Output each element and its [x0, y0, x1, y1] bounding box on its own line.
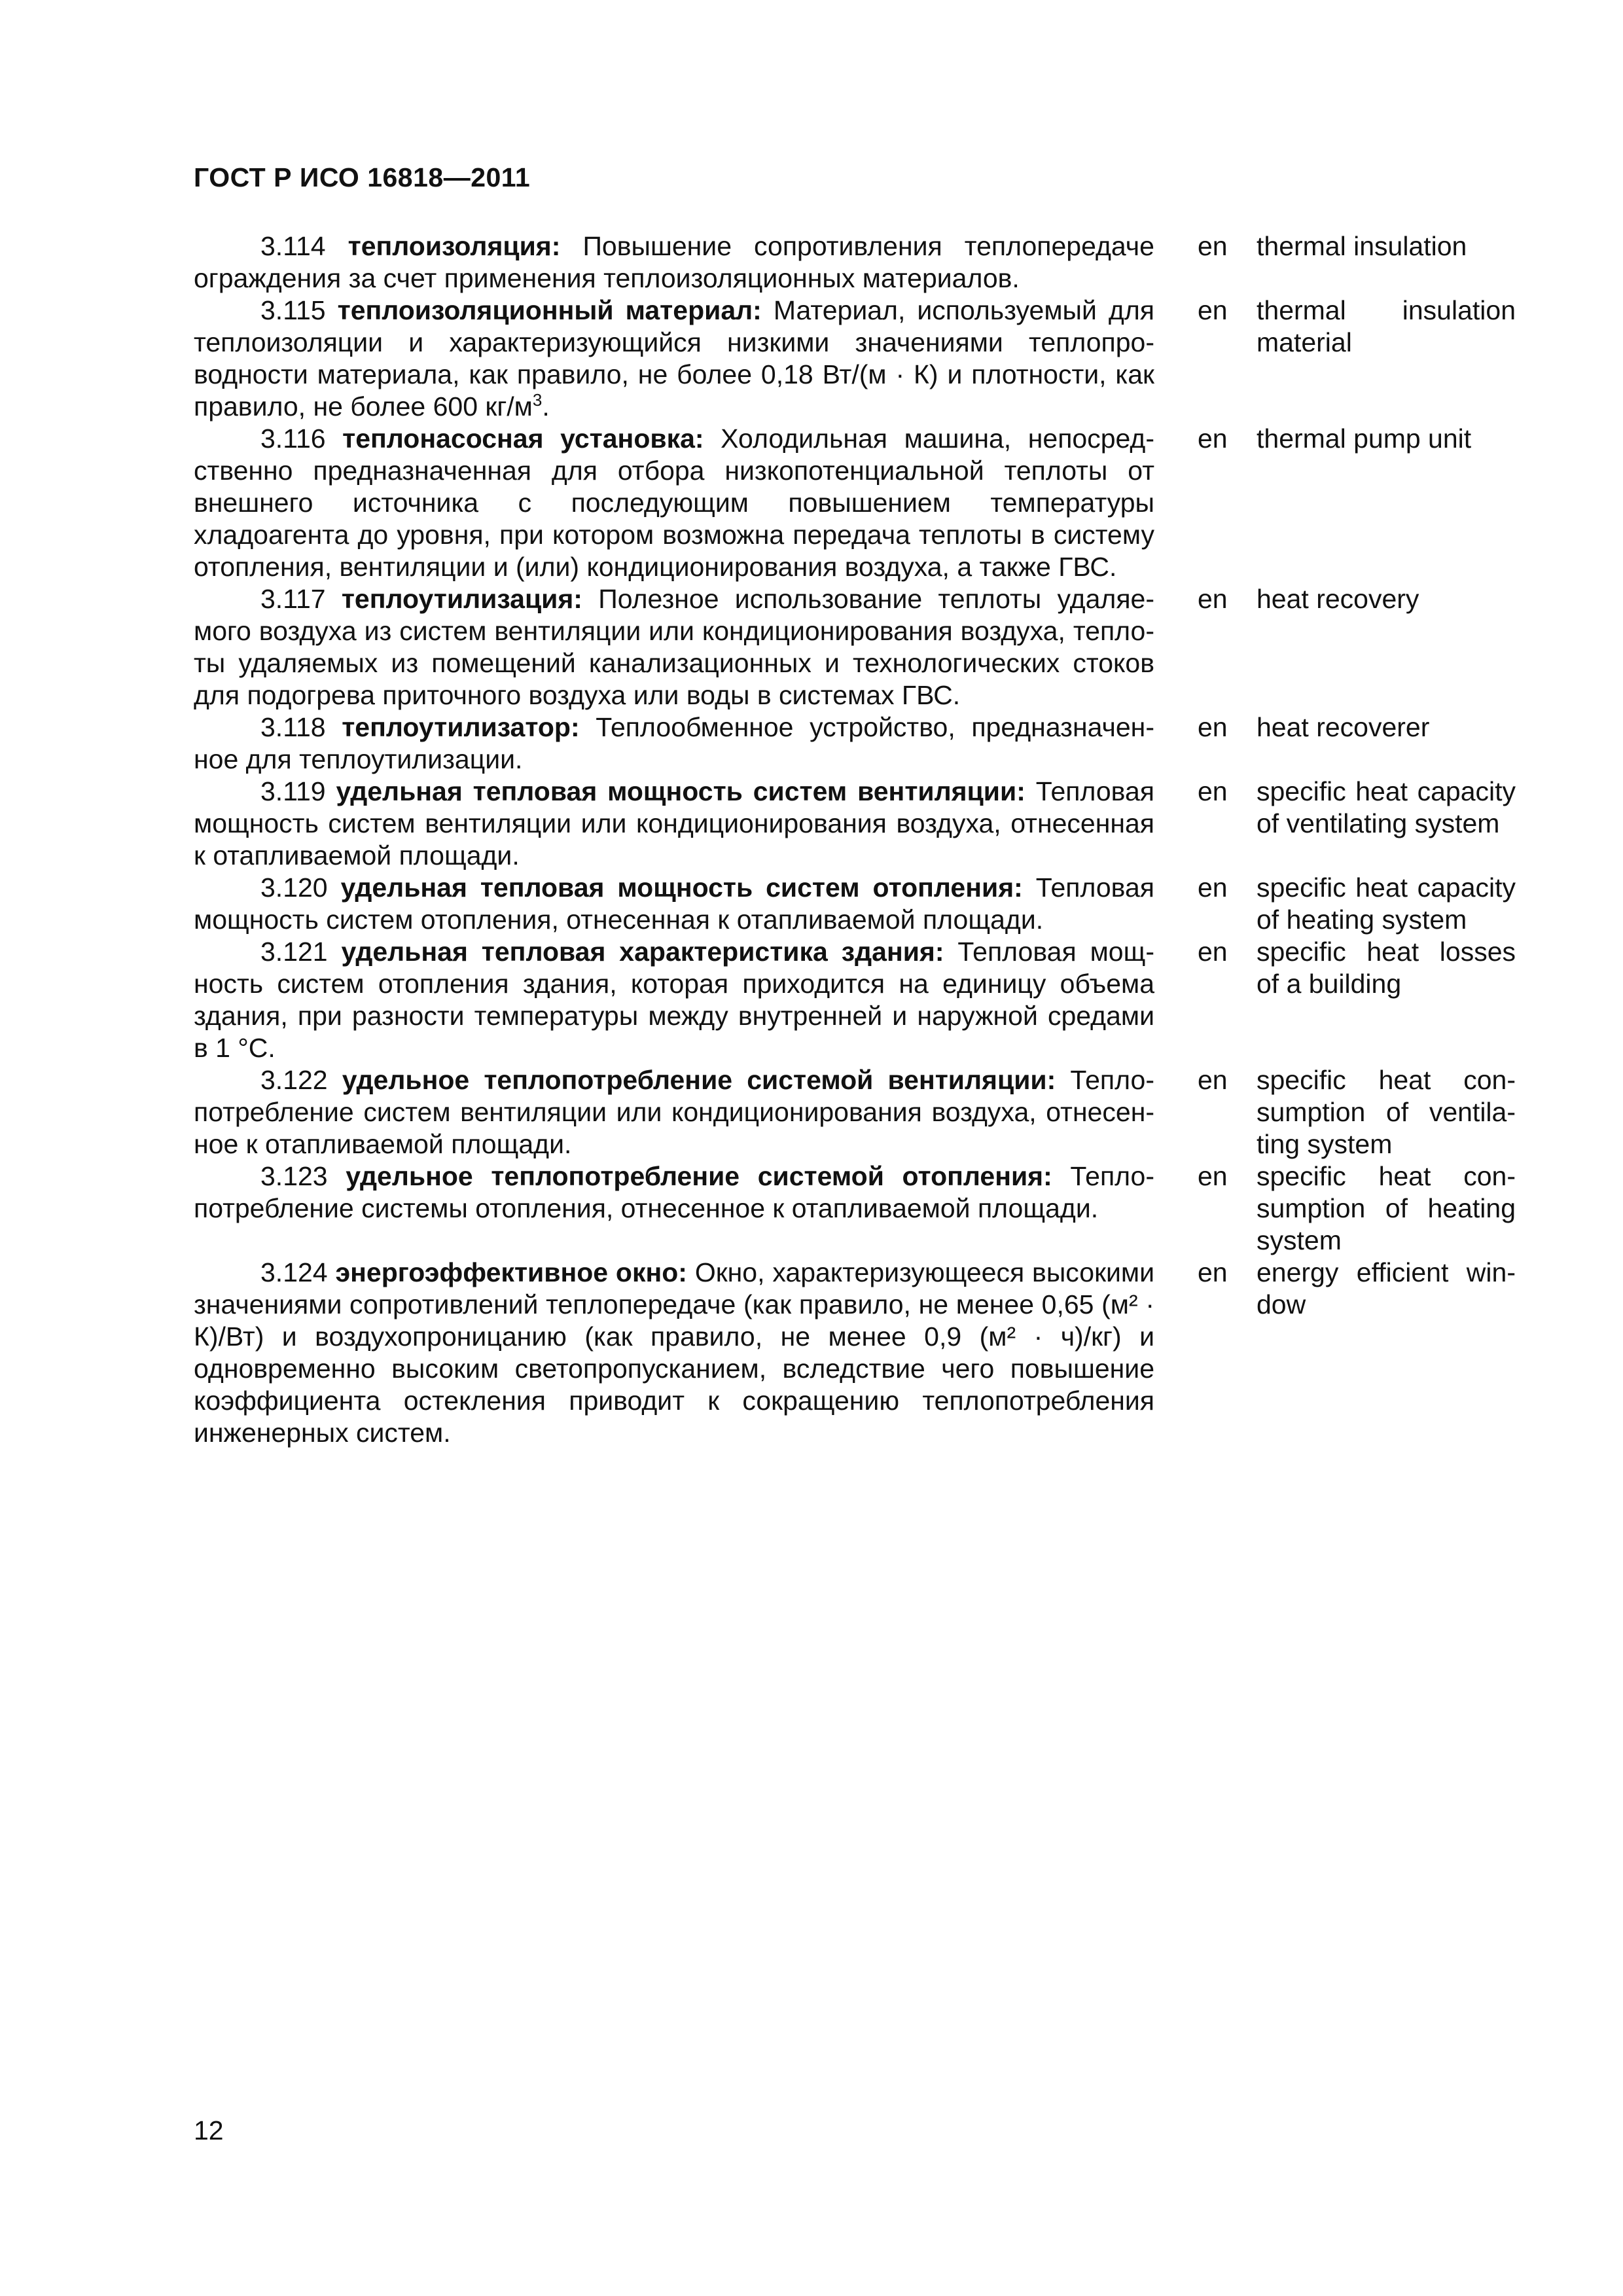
- term-number: 3.121: [260, 937, 328, 967]
- term-number: 3.124: [260, 1257, 328, 1287]
- term-definition-text: Холодильная машина, непосредственно предназначенная для отбора низкопотенциальной теплоты от внешнего источника с последующим повышением температуры хладоагента до уровня, при котором возможна передача теплоты в систему отопления, вентиляции и (или) кондиционирования воздуха, а также ГВС.: [194, 423, 1154, 582]
- language-code: en: [1198, 295, 1228, 325]
- term-name-en: specific heat capacity of ventilating system: [1257, 776, 1516, 838]
- term-number: 3.119: [260, 776, 326, 806]
- term-entry-3-116: [194, 423, 1516, 583]
- term-definition-text: Теплопотребление системы отопления, отнесенное к отапливаемой площади.: [194, 1161, 1154, 1223]
- term-definition-text: Теплопотребление систем вентиляции или кондиционирования воздуха, отнесенное к отапливаемой площади.: [194, 1065, 1154, 1159]
- term-definition-text: Тепловая мощность систем отопления, отнесенная к отапливаемой площади.: [194, 872, 1154, 935]
- term-name-en: specific heat consumption of ventilating system: [1257, 1065, 1516, 1159]
- term-definition-text: Тепловая мощность систем вентиляции или кондиционирования воздуха, отнесенная к отапливаемой площади.: [194, 776, 1154, 870]
- term-definition-ru: [194, 1160, 1154, 1225]
- term-definition-end: .: [542, 391, 550, 422]
- term-name-en: thermal insulation: [1257, 231, 1467, 261]
- term-definition-text: Тепловая мощность систем отопления здания, которая приходится на единицу объема здания, при разности температуры между внутренней и наружной средами в 1 °С.: [194, 937, 1154, 1063]
- term-definition-ru: [194, 295, 1154, 423]
- term-number: 3.114: [260, 231, 326, 261]
- term-definition-ru: [194, 872, 1154, 936]
- term-definition-ru: [194, 776, 1154, 872]
- term-definition-text: Полезное использование теплоты удаляемого воздуха из систем вентиляции или кондиционирования воздуха, теплоты удаляемых из помещений канализационных и технологических стоков для подогрева приточного воздуха или воды в системах ГВС.: [194, 584, 1154, 710]
- term-name-en: specific heat consumption of heating system: [1257, 1161, 1516, 1255]
- language-code: en: [1198, 1257, 1228, 1287]
- language-code: en: [1198, 584, 1228, 614]
- language-code: en: [1198, 776, 1228, 806]
- language-code: en: [1198, 712, 1228, 742]
- term-entry-3-124: [194, 1257, 1516, 1449]
- term-name-en: specific heat losses of a building: [1257, 937, 1516, 999]
- term-definition-text: Теплообменное устройство, предназначенное для теплоутилизации.: [194, 712, 1154, 774]
- term-name-ru: удельная тепловая характеристика здания:: [341, 937, 944, 967]
- term-definition-ru: [194, 936, 1154, 1064]
- term-definition-ru: [194, 230, 1154, 295]
- term-definition-ru: [194, 583, 1154, 711]
- term-entry-3-114: [194, 230, 1516, 295]
- term-name-ru: удельное теплопотребление системой отопления:: [346, 1161, 1052, 1191]
- language-code: en: [1198, 1161, 1228, 1191]
- term-name-en: energy efficient window: [1257, 1257, 1516, 1319]
- term-definition-ru: [194, 711, 1154, 776]
- language-code: en: [1198, 231, 1228, 261]
- term-name-ru: теплоутилизатор:: [342, 712, 580, 742]
- term-number: 3.117: [260, 584, 326, 614]
- term-name-ru: теплонасосная установка:: [342, 423, 704, 454]
- term-number: 3.116: [260, 423, 326, 454]
- term-name-ru: удельная тепловая мощность систем отопления:: [340, 872, 1023, 903]
- term-number: 3.122: [260, 1065, 328, 1095]
- term-definition-text: Окно, характеризующееся высокими значениями сопротивлений теплопередаче (как правило, не менее 0,65 (м² · К)/Вт) и воздухопроницанию (как правило, не менее 0,9 (м² · ч)/кг) и одновременно высоким светопропусканием, вследствие чего повышение коэффициента остекления приводит к сокращению теплопотребления инженерных систем.: [194, 1257, 1154, 1448]
- term-entry-3-117: [194, 583, 1516, 711]
- term-name-ru: теплоизоляционный материал:: [337, 295, 762, 325]
- term-definition-ru: [194, 1257, 1154, 1449]
- term-name-ru: теплоутилизация:: [341, 584, 582, 614]
- term-entry-3-120: [194, 872, 1516, 936]
- term-definition-text: Материал, используемый для теплоизоляции и характеризующийся низкими значениями теплопроводности материала, как правило, не более 0,18 Вт/(м · К) и плотности, как правило, не более 600 кг/м: [194, 295, 1154, 422]
- term-number: 3.120: [260, 872, 328, 903]
- term-entry-3-123: [194, 1160, 1516, 1255]
- term-definition-text: Повышение сопротивления теплопередаче ограждения за счет применения теплоизоляционных материалов.: [194, 231, 1154, 293]
- term-name-en: heat recoverer: [1257, 712, 1430, 742]
- term-definition-ru: [194, 423, 1154, 583]
- term-number: 3.123: [260, 1161, 328, 1191]
- term-number: 3.115: [260, 295, 326, 325]
- term-entry-3-115: [194, 295, 1516, 423]
- term-entry-3-122: [194, 1064, 1516, 1160]
- term-name-en: thermal insulation material: [1257, 295, 1516, 357]
- term-entry-3-121: [194, 936, 1516, 1064]
- term-name-en: specific heat capacity of heating system: [1257, 872, 1516, 935]
- document-code-header: ГОСТ Р ИСО 16818—2011: [194, 162, 531, 192]
- term-name-en: thermal pump unit: [1257, 423, 1472, 454]
- term-name-ru: удельная тепловая мощность систем вентиляции:: [336, 776, 1026, 806]
- language-code: en: [1198, 423, 1228, 454]
- language-code: en: [1198, 872, 1228, 903]
- language-code: en: [1198, 1065, 1228, 1095]
- term-name-ru: удельное теплопотребление системой вентиляции:: [342, 1065, 1056, 1095]
- superscript-exponent: 3: [532, 390, 543, 410]
- term-name-ru: теплоизоляция:: [348, 231, 561, 261]
- terms-list: [194, 230, 1516, 1449]
- term-name-en: heat recovery: [1257, 584, 1419, 614]
- term-entry-3-119: [194, 776, 1516, 872]
- term-entry-3-118: [194, 711, 1516, 776]
- term-definition-ru: [194, 1064, 1154, 1160]
- term-name-ru: энергоэффективное окно:: [335, 1257, 687, 1287]
- page-number: 12: [194, 2115, 224, 2145]
- language-code: en: [1198, 937, 1228, 967]
- term-number: 3.118: [260, 712, 326, 742]
